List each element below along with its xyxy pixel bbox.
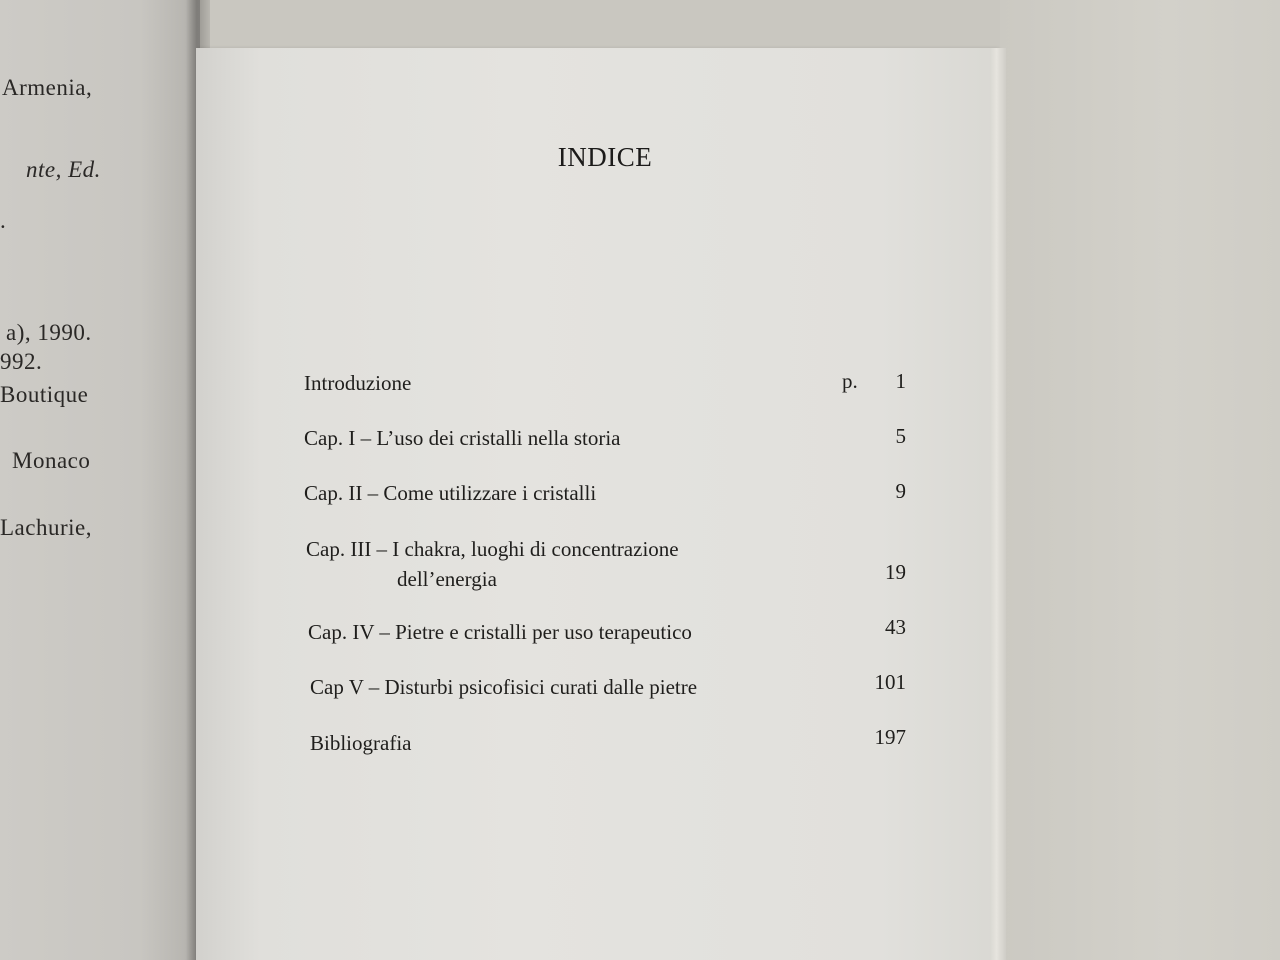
page-edge (990, 48, 1006, 960)
toc-entry-cap-1: Cap. I – L’uso dei cristalli nella storia (304, 426, 621, 450)
toc-page-number: 197 (874, 725, 906, 749)
toc-entry-cap-4: Cap. IV – Pietre e cristalli per uso terapeutico (308, 620, 692, 644)
toc-page-number: 5 (895, 424, 906, 448)
toc-entry-cap-3: Cap. III – I chakra, luoghi di concentrazione (306, 537, 679, 561)
toc-entry-introduzione: Introduzione (304, 371, 412, 395)
page-title: INDICE (557, 142, 653, 172)
toc-page-number: 1 (895, 369, 906, 393)
page-prefix: p. (842, 369, 858, 393)
toc-entry-cap-2: Cap. II – Come utilizzare i cristalli (304, 481, 597, 505)
left-page-line: Lachurie, (0, 515, 92, 540)
toc-entry-cap-3-continued: dell’energia (397, 567, 497, 591)
left-page-line: a), 1990. (6, 320, 92, 345)
toc-page-number: 9 (895, 479, 906, 503)
toc-page-number: 43 (885, 615, 906, 639)
left-page-line: nte, Ed. (26, 157, 101, 182)
left-page-line: Armenia, (2, 75, 93, 100)
toc-page-number: 101 (874, 670, 906, 694)
left-page-line: Monaco (12, 448, 91, 473)
left-page-line: 992. (0, 349, 43, 374)
left-page-line: Boutique (0, 382, 89, 407)
toc-page-number: 19 (885, 560, 906, 584)
toc-entry-bibliografia: Bibliografia (310, 731, 412, 755)
toc-entry-cap-5: Cap V – Disturbi psicofisici curati dalle pietre (310, 675, 698, 699)
left-page-line: . (0, 208, 7, 233)
